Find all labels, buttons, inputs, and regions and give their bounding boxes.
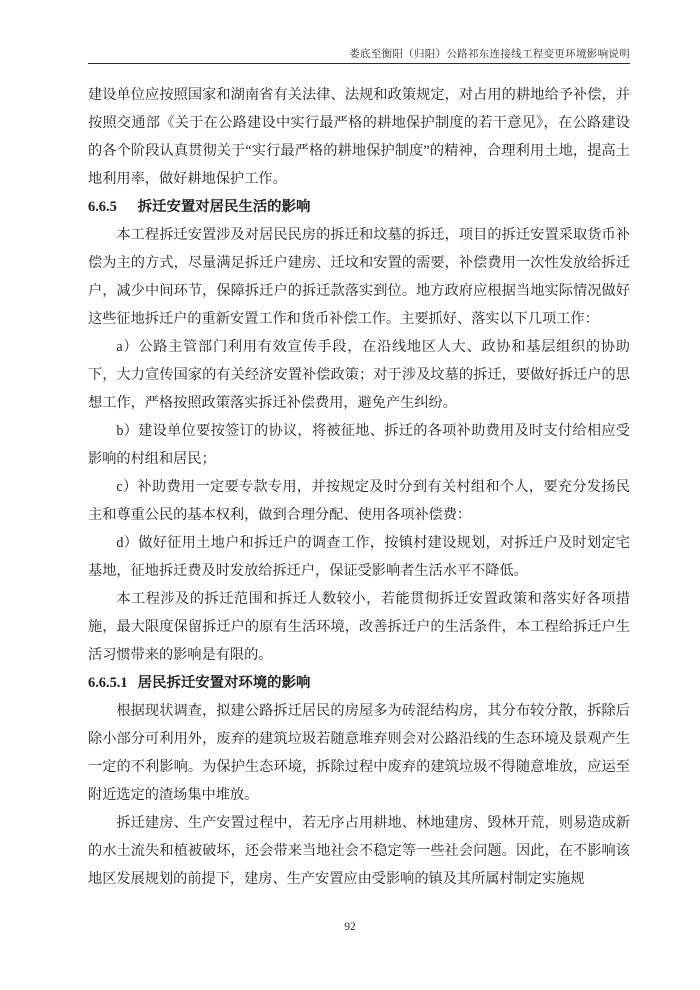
document-body: [88, 81, 630, 893]
list-item-a: a）公路主管部门利用有效宣传手段，在沿线地区人大、政协和基层组织的协助下，大力宣传国家的有关经济安置补偿政策；对于涉及坟墓的拆迁，要做好拆迁户的思想工作，严格按照政策落实拆迁补偿费用，避免产生纠纷。: [88, 339, 630, 411]
header-divider-rule: [88, 63, 630, 64]
paragraph-continued-land-compensation: 建设单位应按照国家和湖南省有关法律、法规和政策规定，对占用的耕地给予补偿，并按照交通部《关于在公路建设中实行最严格的耕地保护制度的若干意见》，在公路建设的各个阶段认真贯彻关于“实行最严格的耕地保护制度”的精神，合理利用土地，提高土地利用率，做好耕地保护工作。: [88, 87, 630, 187]
paragraph-resettlement-intro: 本工程拆迁安置涉及对居民民房的拆迁和坟墓的拆迁，项目的拆迁安置采取货币补偿为主的方式，尽量满足拆迁户建房、迁坟和安置的需要，补偿费用一次性发放给拆迁户，减少中间环节，保障拆迁户的拆迁款落实到位。地方政府应根据当地实际情况做好这些征地拆迁户的重新安置工作和货币补偿工作。主要抓好、落实以下几项工作：: [88, 227, 630, 327]
page-number: 92: [344, 921, 356, 933]
running-header-title: 娄底至衡阳（归阳）公路祁东连接线工程变更环境影响说明: [349, 49, 630, 60]
list-item-b: b）建设单位要按签订的协议，将被征地、拆迁的各项补助费用及时支付给相应受影响的村组和居民；: [88, 423, 630, 467]
list-item-c: c）补助费用一定要专款专用，并按规定及时分到有关村组和个人，要充分发扬民主和尊重公民的基本权利，做到合理分配、使用各项补偿费：: [88, 479, 630, 523]
section-heading-6-6-5-1: [88, 669, 630, 697]
page-footer: [0, 921, 700, 933]
section-number: 6.6.5.1: [88, 675, 128, 691]
section-number: 6.6.5: [88, 199, 117, 215]
list-item-d: d）做好征用土地户和拆迁户的调查工作，按镇村建设规划，对拆迁户及时划定宅基地，征地拆迁费及时发放给拆迁户，保证受影响者生活水平不降低。: [88, 535, 630, 579]
section-title: 拆迁安置对居民生活的影响: [137, 199, 311, 215]
paragraph-demolition-environment: 根据现状调查，拟建公路拆迁居民的房屋多为砖混结构房，其分布较分散，拆除后除小部分可利用外，废弃的建筑垃圾若随意堆弃则会对公路沿线的生态环境及景观产生一定的不利影响。为保护生态环境，拆除过程中废弃的建筑垃圾不得随意堆放，应运至附近选定的渣场集中堆放。: [88, 703, 630, 803]
paragraph-resettlement-landuse: 拆迁建房、生产安置过程中，若无序占用耕地、林地建房、毁林开荒，则易造成新的水土流失和植被破坏，还会带来当地社会不稳定等一些社会问题。因此，在不影响该地区发展规划的前提下，建房、生产安置应由受影响的镇及其所属村制定实施规: [88, 815, 630, 887]
section-heading-6-6-5: [88, 193, 630, 221]
paragraph-resettlement-conclusion: 本工程涉及的拆迁范围和拆迁人数较小，若能贯彻拆迁安置政策和落实好各项措施，最大限度保留拆迁户的原有生活环境，改善拆迁户的生活条件，本工程给拆迁户生活习惯带来的影响是有限的。: [88, 591, 630, 663]
section-title: 居民拆迁安置对环境的影响: [137, 675, 311, 691]
